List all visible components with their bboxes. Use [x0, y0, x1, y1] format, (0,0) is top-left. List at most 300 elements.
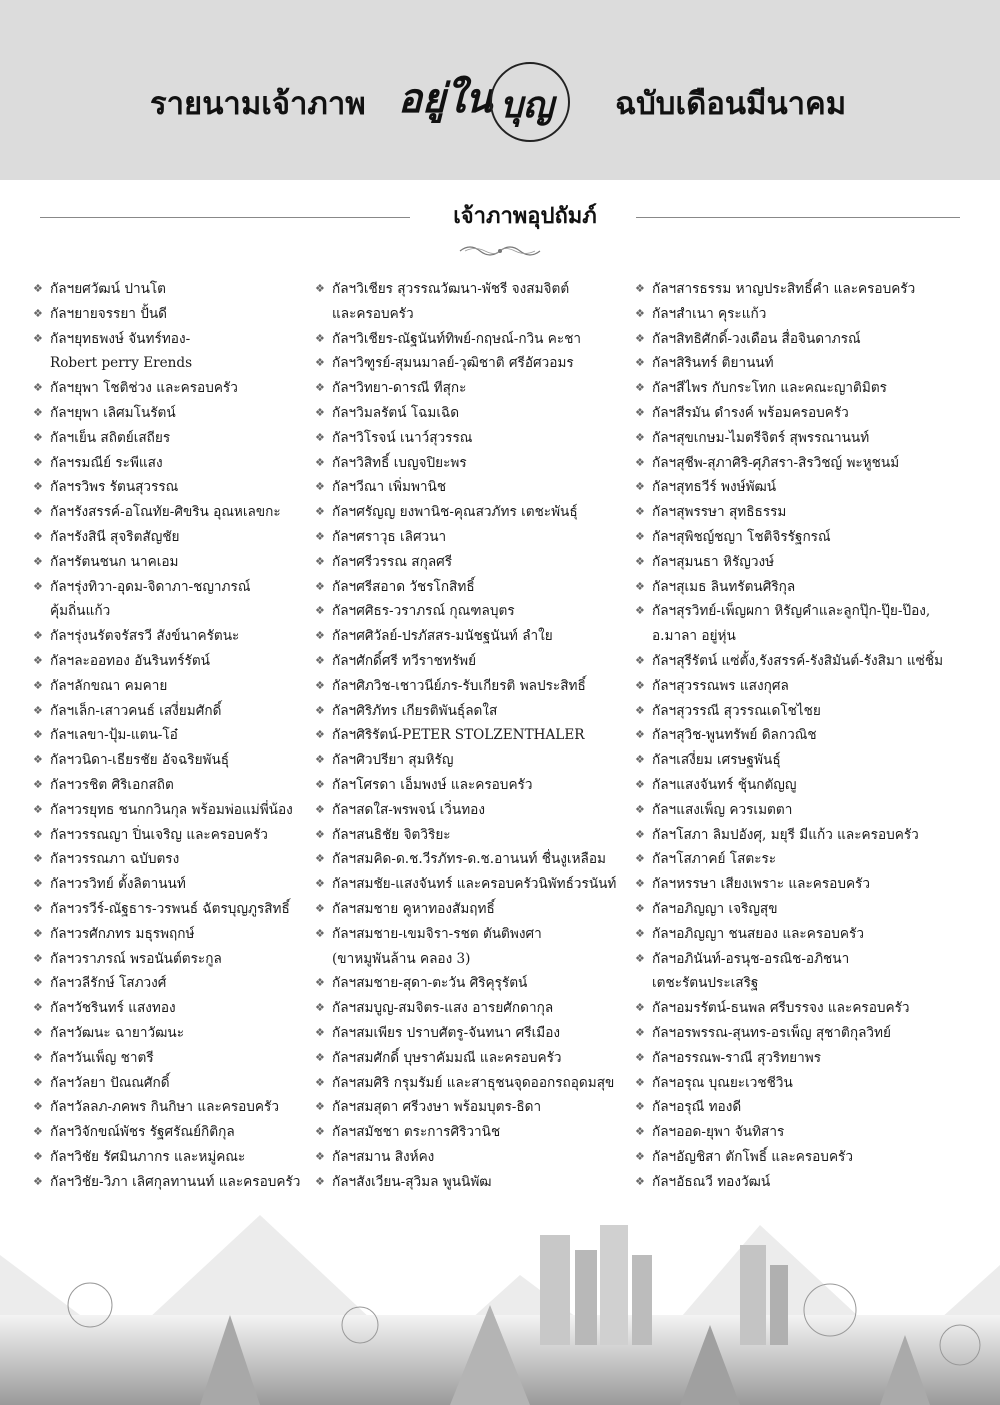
sponsor-name: กัลฯสิรินทร์ ติยานนท์	[652, 355, 774, 372]
diamond-bullet-icon: ❖	[315, 356, 325, 370]
sponsor-item	[312, 277, 630, 327]
sponsor-item	[312, 376, 630, 401]
diamond-bullet-icon: ❖	[33, 877, 43, 891]
sponsor-name: กัลฯวิจักขณ์พัชร รัฐศรัณย์กิติกุล	[50, 1124, 235, 1141]
diamond-bullet-icon: ❖	[635, 1125, 645, 1139]
sponsor-item	[632, 277, 972, 302]
sponsor-item	[632, 599, 972, 649]
sponsor-item	[30, 624, 312, 649]
sponsor-name: กัลฯรมณีย์ ระพีแสง	[50, 454, 163, 471]
sponsor-item	[312, 1170, 630, 1195]
sponsor-name: กัลฯสมสุดา ศรีวงษา พร้อมบุตร-ธิดา	[332, 1099, 542, 1116]
sponsor-item	[632, 674, 972, 699]
diamond-bullet-icon: ❖	[33, 455, 43, 469]
diamond-bullet-icon: ❖	[315, 629, 325, 643]
sponsor-item	[312, 599, 630, 624]
sponsor-name: กัลฯเล็ก-เสาวคนธ์ เสงี่ยมศักดิ์	[50, 702, 222, 719]
sponsor-name: กัลฯสุรวิทย์-เพ็ญผกา หิรัญคำและลูกปุ๊ก-ปุ๊ย-ป๊อง,	[652, 603, 931, 620]
diamond-bullet-icon: ❖	[33, 1125, 43, 1139]
diamond-bullet-icon: ❖	[33, 1001, 43, 1015]
sponsor-name: กัลฯอรุณี ทองดี	[652, 1099, 742, 1116]
sponsor-item	[632, 897, 972, 922]
sponsor-item	[632, 1170, 972, 1195]
diamond-bullet-icon: ❖	[315, 529, 325, 543]
logo-text-part2: บุญ	[500, 84, 554, 126]
sponsor-item	[30, 376, 312, 401]
sponsor-name: กัลฯศิภวิช-เชาวนีย์ภร-รับเกียรติ พลประสิทธิ์	[332, 677, 586, 694]
diamond-bullet-icon: ❖	[635, 827, 645, 841]
sponsor-item	[30, 327, 312, 377]
ayunaiboon-logo	[398, 62, 590, 142]
diamond-bullet-icon: ❖	[315, 480, 325, 494]
sponsor-name: กัลฯวัลลภ-ภคพร กินกิษา และครอบครัว	[50, 1099, 279, 1116]
diamond-bullet-icon: ❖	[315, 1149, 325, 1163]
sponsor-item	[312, 649, 630, 674]
diamond-bullet-icon: ❖	[315, 852, 325, 866]
sponsor-item	[632, 699, 972, 724]
sponsor-item	[312, 1145, 630, 1170]
sponsor-item	[30, 897, 312, 922]
sponsor-item	[632, 947, 972, 997]
sponsor-item	[632, 351, 972, 376]
sponsor-item	[30, 1170, 312, 1195]
sponsor-item	[30, 1046, 312, 1071]
diamond-bullet-icon: ❖	[635, 455, 645, 469]
sponsor-item	[312, 1021, 630, 1046]
diamond-bullet-icon: ❖	[33, 1174, 43, 1188]
sponsor-item	[632, 575, 972, 600]
diamond-bullet-icon: ❖	[33, 505, 43, 519]
sponsor-name: กัลฯศิริรัตน์-PETER STOLZENTHALER	[332, 727, 585, 744]
sponsor-name: กัลฯละออทอง อันรินทร์รัตน์	[50, 652, 210, 669]
sponsor-item	[30, 996, 312, 1021]
sponsor-name: กัลฯรังสรรค์-อโณทัย-ศิขริน อุณหเลขกะ	[50, 504, 281, 521]
sponsor-item	[30, 699, 312, 724]
diamond-bullet-icon: ❖	[33, 901, 43, 915]
sponsor-name: กัลฯรุ่งทิวา-อุดม-จิดาภา-ชญาภรณ์	[50, 578, 251, 595]
diamond-bullet-icon: ❖	[33, 529, 43, 543]
sponsor-name: กัลฯศศิธร-วราภรณ์ กุณฑลบุตร	[332, 603, 515, 620]
diamond-bullet-icon: ❖	[315, 1025, 325, 1039]
diamond-bullet-icon: ❖	[33, 629, 43, 643]
sponsor-item	[632, 475, 972, 500]
sponsor-item	[312, 550, 630, 575]
sponsor-item	[632, 649, 972, 674]
sponsor-item	[632, 451, 972, 476]
sponsor-name: กัลฯสุวิช-พูนทรัพย์ ดิลกวณิช	[652, 727, 817, 744]
sponsor-name: กัลฯสุวรรณี สุวรรณเดโชไชย	[652, 702, 821, 719]
sponsor-name: กัลฯแสงจันทร์ ชุ้นกตัญญู	[652, 776, 797, 793]
sponsor-item	[30, 947, 312, 972]
diamond-bullet-icon: ❖	[315, 1050, 325, 1064]
sponsor-item	[30, 674, 312, 699]
sponsor-name: กัลฯวิฑูรย์-สุมนมาลย์-วุฒิชาติ ศรีอัศวอมร	[332, 355, 574, 372]
diamond-bullet-icon: ❖	[315, 703, 325, 717]
diamond-bullet-icon: ❖	[33, 653, 43, 667]
sponsor-name: กัลฯยศวัฒน์ ปานโต	[50, 281, 166, 297]
diamond-bullet-icon: ❖	[635, 430, 645, 444]
sponsor-item	[312, 723, 630, 748]
sponsor-item	[30, 401, 312, 426]
section-title: เจ้าภาพอุปถัมภ์	[453, 204, 597, 229]
sponsor-item	[632, 823, 972, 848]
sponsor-name: กัลฯศรีวรรณ สกุลศรี	[332, 553, 453, 570]
diamond-bullet-icon: ❖	[315, 579, 325, 593]
sponsor-name: กัลฯวีณา เพิ่มพานิช	[332, 479, 447, 496]
sponsor-item	[30, 922, 312, 947]
section-divider-right	[636, 217, 960, 218]
sponsor-name: กัลฯรุ่งนรัตจรัสรวี สังข์นาครัตนะ	[50, 628, 240, 645]
diamond-bullet-icon: ❖	[33, 579, 43, 593]
diamond-bullet-icon: ❖	[33, 306, 43, 320]
sponsor-name: กัลฯสุรีรัตน์ แซ่ตั้ง,รังสรรค์-รังสิมันต์-รังสิมา แซ่ชิ้ม	[652, 652, 944, 669]
diamond-bullet-icon: ❖	[33, 430, 43, 444]
sponsor-item	[30, 748, 312, 773]
sponsor-name: กัลฯวิทยา-ดารณี ทีสุกะ	[332, 380, 467, 397]
sponsor-item	[312, 699, 630, 724]
sponsor-item	[632, 1046, 972, 1071]
sponsor-name: กัลฯเสงี่ยม เศรษฐพันธุ์	[652, 752, 781, 769]
diamond-bullet-icon: ❖	[635, 529, 645, 543]
diamond-bullet-icon: ❖	[315, 1174, 325, 1188]
diamond-bullet-icon: ❖	[315, 282, 325, 295]
diamond-bullet-icon: ❖	[635, 356, 645, 370]
sponsor-item	[632, 723, 972, 748]
diamond-bullet-icon: ❖	[635, 579, 645, 593]
sponsor-item	[632, 847, 972, 872]
sponsor-item	[312, 798, 630, 823]
sponsor-name: กัลฯศิวปรียา สุมหิรัญ	[332, 752, 454, 769]
diamond-bullet-icon: ❖	[33, 802, 43, 816]
sponsor-name: กัลฯสมคิด-ด.ช.วีรภัทร-ด.ช.อานนท์ ชื่นงูเหลือม	[332, 851, 606, 868]
diamond-bullet-icon: ❖	[33, 678, 43, 692]
sponsor-name: กัลฯศักดิ์ศรี ทวีราชทรัพย์	[332, 652, 477, 669]
sponsor-item	[632, 1120, 972, 1145]
diamond-bullet-icon: ❖	[315, 1001, 325, 1015]
diamond-bullet-icon: ❖	[315, 678, 325, 692]
sponsor-name: กัลฯสมชาย-เขมจิรา-รชต ตันติพงศา	[332, 925, 542, 942]
sponsor-item	[30, 302, 312, 327]
diamond-bullet-icon: ❖	[33, 480, 43, 494]
sponsor-name: กัลฯวลีรักษ์ โสภวงศ์	[50, 975, 167, 992]
diamond-bullet-icon: ❖	[315, 827, 325, 841]
sponsor-item	[632, 1145, 972, 1170]
sponsor-item	[632, 748, 972, 773]
diamond-bullet-icon: ❖	[315, 554, 325, 568]
sponsor-name: กัลฯสนธิชัย จิตวิริยะ	[332, 826, 451, 843]
sponsor-name-continued: อ.มาลา อยู่หุ่น	[652, 628, 736, 645]
sponsor-name: กัลฯศรีสอาด วัชรโกสิทธิ์	[332, 578, 475, 595]
sponsor-name: กัลฯวรศักภทร มธุรพฤกษ์	[50, 925, 195, 942]
sponsor-name: กัลฯยุพา โชติช่วง และครอบครัว	[50, 380, 238, 397]
sponsor-item	[312, 773, 630, 798]
sponsor-item	[30, 773, 312, 798]
sponsor-item	[632, 426, 972, 451]
sponsor-item	[312, 624, 630, 649]
sponsor-item	[30, 823, 312, 848]
sponsor-name: กัลฯสมศิริ กรุมรัมย์ และสาธุชนจุดออกรถอุดมสุข	[332, 1074, 615, 1091]
sponsor-item	[632, 302, 972, 327]
sponsor-item	[30, 847, 312, 872]
diamond-bullet-icon: ❖	[315, 877, 325, 891]
sponsor-name: กัลฯอรุณ บุณยะเวชชีวิน	[652, 1074, 793, 1091]
sponsor-item	[312, 823, 630, 848]
sponsor-name: กัลฯยุทธพงษ์ จันทร์ทอง-	[50, 330, 191, 347]
diamond-bullet-icon: ❖	[635, 926, 645, 940]
sponsor-name: กัลฯสมาน สิงห์คง	[332, 1148, 435, 1165]
sponsor-name: กัลฯอัธณวี ทองวัฒน์	[652, 1173, 771, 1190]
diamond-bullet-icon: ❖	[33, 554, 43, 568]
diamond-bullet-icon: ❖	[315, 331, 325, 345]
sponsor-name: กัลฯอภิญญา ชนสยอง และครอบครัว	[652, 925, 864, 942]
diamond-bullet-icon: ❖	[635, 777, 645, 791]
diamond-bullet-icon: ❖	[635, 951, 645, 965]
diamond-bullet-icon: ❖	[635, 1075, 645, 1089]
diamond-bullet-icon: ❖	[33, 728, 43, 742]
sponsor-item	[632, 773, 972, 798]
sponsor-item	[312, 674, 630, 699]
sponsor-name: กัลฯสมัชชา ตระการศิริวานิช	[332, 1124, 501, 1141]
diamond-bullet-icon: ❖	[635, 306, 645, 320]
sponsor-item	[312, 996, 630, 1021]
sponsor-item	[632, 872, 972, 897]
diamond-bullet-icon: ❖	[315, 381, 325, 395]
sponsor-name: กัลฯวิสิทธิ์ เบญจปิยะพร	[332, 454, 467, 471]
sponsor-item	[30, 723, 312, 748]
sponsor-item	[312, 475, 630, 500]
diamond-bullet-icon: ❖	[635, 381, 645, 395]
sponsor-name: กัลฯสมชาย คูหาทองสัมฤทธิ์	[332, 900, 495, 917]
sponsor-item	[312, 872, 630, 897]
sponsor-name: กัลฯอมรรัตน์-ธนพล ศรีบรรจง และครอบครัว	[652, 1000, 910, 1017]
diamond-bullet-icon: ❖	[315, 926, 325, 940]
sponsor-name: กัลฯวนิดา-เธียรชัย อัจฉริยพันธุ์	[50, 752, 230, 769]
sponsor-name: กัลฯรังสินี สุจริตสัญชัย	[50, 528, 180, 545]
sponsor-item	[312, 451, 630, 476]
sponsor-item	[632, 525, 972, 550]
sponsor-item	[632, 922, 972, 947]
sponsor-name: กัลฯวิเชียร-ณัฐนันท์ทิพย์-กฤษณ์-กวิน คะชา	[332, 330, 582, 347]
sponsor-item	[312, 1095, 630, 1120]
header-banner	[0, 0, 1000, 180]
sponsor-name: กัลฯวรชิต ศิริเอกสถิต	[50, 776, 174, 793]
sponsor-item	[30, 451, 312, 476]
diamond-bullet-icon: ❖	[33, 926, 43, 940]
diamond-bullet-icon: ❖	[635, 678, 645, 692]
sponsor-name: กัลฯยุพา เลิศมโนรัตน์	[50, 404, 176, 421]
sponsor-name: กัลฯโสภา ลิมปอังศุ, มยุรี มีแก้ว และครอบครัว	[652, 826, 919, 843]
sponsor-item	[632, 327, 972, 352]
diamond-bullet-icon: ❖	[33, 976, 43, 990]
sponsor-name: กัลฯแสงเพ็ญ ควรเมตตา	[652, 801, 793, 818]
diamond-bullet-icon: ❖	[33, 405, 43, 419]
sponsor-item	[30, 1145, 312, 1170]
diamond-bullet-icon: ❖	[635, 753, 645, 767]
sponsor-item	[312, 748, 630, 773]
diamond-bullet-icon: ❖	[635, 405, 645, 419]
sponsor-name: กัลฯอัญชิสา ตักโพธิ์ และครอบครัว	[652, 1148, 853, 1165]
sponsor-name: กัลฯวิเชียร สุวรรณวัฒนา-พัชรี จงสมจิตต์	[332, 281, 570, 297]
sponsor-item	[312, 897, 630, 922]
sponsor-name: กัลฯยายจรรยา ปั้นดี	[50, 305, 167, 322]
sponsor-item	[312, 971, 630, 996]
sponsor-name: กัลฯหรรษา เสียงเพราะ และครอบครัว	[652, 876, 870, 893]
sponsor-name: กัลฯสดใส-พรพจน์ เวิ่นทอง	[332, 801, 485, 818]
diamond-bullet-icon: ❖	[635, 728, 645, 742]
sponsor-name-continued: และครอบครัว	[332, 305, 414, 322]
sponsor-item	[312, 525, 630, 550]
sponsor-item	[312, 500, 630, 525]
sponsor-item	[312, 426, 630, 451]
diamond-bullet-icon: ❖	[635, 331, 645, 345]
sponsor-name: กัลฯศราวุธ เลิศวนา	[332, 528, 447, 545]
sponsor-name: กัลฯวิโรจน์ เนาว์สุวรรณ	[332, 429, 473, 446]
sponsor-name: กัลฯอภิญญา เจริญสุข	[652, 900, 778, 917]
sponsor-name: กัลฯสุเมธ ลินทรัตนศิริกุล	[652, 578, 796, 595]
sponsor-item	[632, 996, 972, 1021]
sponsor-name: กัลฯสมเพียร ปราบศัตรู-จันทนา ศรีเมือง	[332, 1024, 560, 1041]
sponsor-item	[632, 376, 972, 401]
sponsor-item	[312, 351, 630, 376]
sponsor-name: กัลฯสารธรรม หาญประสิทธิ์คำ และครอบครัว	[652, 281, 916, 297]
sponsor-name: กัลฯออด-ยุพา จันทิสาร	[652, 1124, 785, 1141]
sponsor-item	[312, 1071, 630, 1096]
sponsor-name-continued: เตชะรัตนประเสริฐ	[652, 975, 759, 992]
sponsor-item	[30, 872, 312, 897]
sponsor-name: กัลฯศศิวัลย์-ปรภัสสร-มนัชฐนันท์ ลำใย	[332, 628, 553, 645]
diamond-bullet-icon: ❖	[33, 777, 43, 791]
sponsor-name: กัลฯสุชีพ-สุภาศิริ-ศุภิสรา-สิรวิชญ์ พะหูชนม์	[652, 454, 900, 471]
sponsor-item	[30, 1095, 312, 1120]
sponsor-item	[312, 401, 630, 426]
sponsor-column-3	[632, 277, 972, 1194]
diamond-bullet-icon: ❖	[635, 653, 645, 667]
diamond-bullet-icon: ❖	[315, 505, 325, 519]
sponsor-name: กัลฯสำเนา คุระแก้ว	[652, 305, 767, 322]
sponsor-item	[30, 1071, 312, 1096]
diamond-bullet-icon: ❖	[635, 1050, 645, 1064]
sponsor-item	[30, 550, 312, 575]
sponsor-item	[30, 798, 312, 823]
sponsor-item	[312, 327, 630, 352]
sponsor-name: กัลฯวันเพ็ญ ชาตรี	[50, 1049, 154, 1066]
sponsor-column-2	[312, 277, 630, 1194]
sponsor-name-continued: Robert perry Erends	[50, 355, 193, 372]
diamond-bullet-icon: ❖	[635, 1025, 645, 1039]
sponsor-name: กัลฯลักขณา คมคาย	[50, 677, 168, 694]
diamond-bullet-icon: ❖	[33, 1100, 43, 1114]
diamond-bullet-icon: ❖	[33, 753, 43, 767]
sponsor-name: กัลฯสุทธวีร์ พงษ์พัฒน์	[652, 479, 777, 496]
sponsor-name: กัลฯสมชาย-สุดา-ตะวัน ศิริคุรุรัตน์	[332, 975, 528, 992]
sponsor-name: กัลฯวรรณภา ฉบับตรง	[50, 851, 180, 868]
sponsor-name: กัลฯวรรณญา ปิ่นเจริญ และครอบครัว	[50, 826, 268, 843]
sponsor-name: กัลฯวัชรินทร์ แสงทอง	[50, 1000, 176, 1017]
diamond-bullet-icon: ❖	[635, 1174, 645, 1188]
sponsor-item	[312, 1046, 630, 1071]
diamond-bullet-icon: ❖	[315, 777, 325, 791]
sponsor-name: กัลฯวัลยา ปัณณศักดิ์	[50, 1074, 170, 1091]
sponsor-name: กัลฯวรวิทย์ ตั้งลิตานนท์	[50, 876, 186, 893]
sponsor-item	[632, 1071, 972, 1096]
sponsor-name: กัลฯวิชัย-วิภา เลิศกุลทานนท์ และครอบครัว	[50, 1173, 301, 1190]
sponsor-name: กัลฯสังเวียน-สุวิมล พูนนิพัฒ	[332, 1173, 492, 1190]
sponsor-name-continued: (ขาหมูพันล้าน คลอง 3)	[332, 950, 471, 967]
ornament-divider-icon	[455, 243, 545, 259]
diamond-bullet-icon: ❖	[635, 703, 645, 717]
diamond-bullet-icon: ❖	[635, 480, 645, 494]
diamond-bullet-icon: ❖	[315, 604, 325, 618]
sponsor-name: กัลฯอรพรรณ-สุนทร-อรเพ็ญ สุชาติกุลวิทย์	[652, 1024, 891, 1041]
sponsor-item	[30, 525, 312, 550]
diamond-bullet-icon: ❖	[635, 554, 645, 568]
diamond-bullet-icon: ❖	[635, 604, 645, 618]
sponsor-item	[30, 475, 312, 500]
sponsor-item	[30, 1021, 312, 1046]
sponsor-name: กัลฯรวิพร รัตนสุวรรณ	[50, 479, 179, 496]
diamond-bullet-icon: ❖	[315, 802, 325, 816]
sponsor-name: กัลฯเลขา-ปุ้ม-แตน-โอ๋	[50, 727, 178, 744]
sponsor-name-continued: คุ้มถิ่นแก้ว	[50, 603, 111, 620]
sponsor-item	[30, 277, 312, 302]
diamond-bullet-icon: ❖	[33, 703, 43, 717]
sponsor-item	[632, 1095, 972, 1120]
sponsor-item	[312, 1120, 630, 1145]
diamond-bullet-icon: ❖	[635, 901, 645, 915]
diamond-bullet-icon: ❖	[315, 901, 325, 915]
sponsor-name: กัลฯวรวีร์-ณัฐธาร-วรพนธ์ ฉัตรบุญภูรสิทธิ์	[50, 900, 290, 917]
diamond-bullet-icon: ❖	[315, 455, 325, 469]
sponsor-name: กัลฯสุขเกษม-ไมตรีจิตร์ สุพรรณานนท์	[652, 429, 870, 446]
section-divider-left	[40, 217, 410, 218]
sponsor-name: กัลฯสิทธิศักดิ์-วงเดือน สื่อจินดาภรณ์	[652, 330, 861, 347]
diamond-bullet-icon: ❖	[33, 331, 43, 345]
sponsor-name: กัลฯสุวรรณพร แสงกุศล	[652, 677, 789, 694]
diamond-bullet-icon: ❖	[315, 1125, 325, 1139]
sponsor-name: กัลฯอภินันท์-อรนุช-อรณิช-อภิชนา	[652, 950, 850, 967]
diamond-bullet-icon: ❖	[315, 753, 325, 767]
sponsor-name: กัลฯสมชัย-แสงจันทร์ และครอบครัวนิพัทธ์วรนันท์	[332, 876, 617, 893]
sponsor-name: กัลฯสุพิชญ์ชญา โชติจิรรัฐกรณ์	[652, 528, 831, 545]
sponsor-item	[632, 401, 972, 426]
sponsor-item	[30, 1120, 312, 1145]
diamond-bullet-icon: ❖	[635, 505, 645, 519]
sponsor-item	[30, 971, 312, 996]
diamond-bullet-icon: ❖	[635, 1001, 645, 1015]
diamond-bullet-icon: ❖	[33, 827, 43, 841]
sponsor-name: กัลฯเย็น สถิตย์เสถียร	[50, 429, 171, 446]
sponsor-name: กัลฯวิชัย รัศมินภากร และหมู่คณะ	[50, 1148, 246, 1165]
sponsor-name: กัลฯสีไพร กับกระโทก และคณะญาติมิตร	[652, 380, 887, 397]
sponsor-name: กัลฯโสภาคย์ โสตะระ	[652, 851, 777, 868]
sponsor-name: กัลฯสุมนธา หิรัญวงษ์	[652, 553, 775, 570]
diamond-bullet-icon: ❖	[635, 282, 645, 295]
header-title-left: รายนามเจ้าภาพ	[150, 86, 366, 122]
sponsor-name: กัลฯศรัญญ ยงพานิช-คุณสวภัทร เตชะพันธุ์	[332, 504, 578, 521]
diamond-bullet-icon: ❖	[33, 1050, 43, 1064]
diamond-bullet-icon: ❖	[635, 852, 645, 866]
sponsor-item	[30, 426, 312, 451]
diamond-bullet-icon: ❖	[33, 381, 43, 395]
diamond-bullet-icon: ❖	[315, 653, 325, 667]
diamond-bullet-icon: ❖	[315, 430, 325, 444]
sponsor-name: กัลฯศิริภัทร เกียรติพันธุ์ลดใส	[332, 702, 498, 719]
decorative-crystal-city-art	[0, 1195, 1000, 1405]
sponsor-item	[312, 847, 630, 872]
diamond-bullet-icon: ❖	[33, 1025, 43, 1039]
diamond-bullet-icon: ❖	[315, 976, 325, 990]
diamond-bullet-icon: ❖	[33, 1149, 43, 1163]
